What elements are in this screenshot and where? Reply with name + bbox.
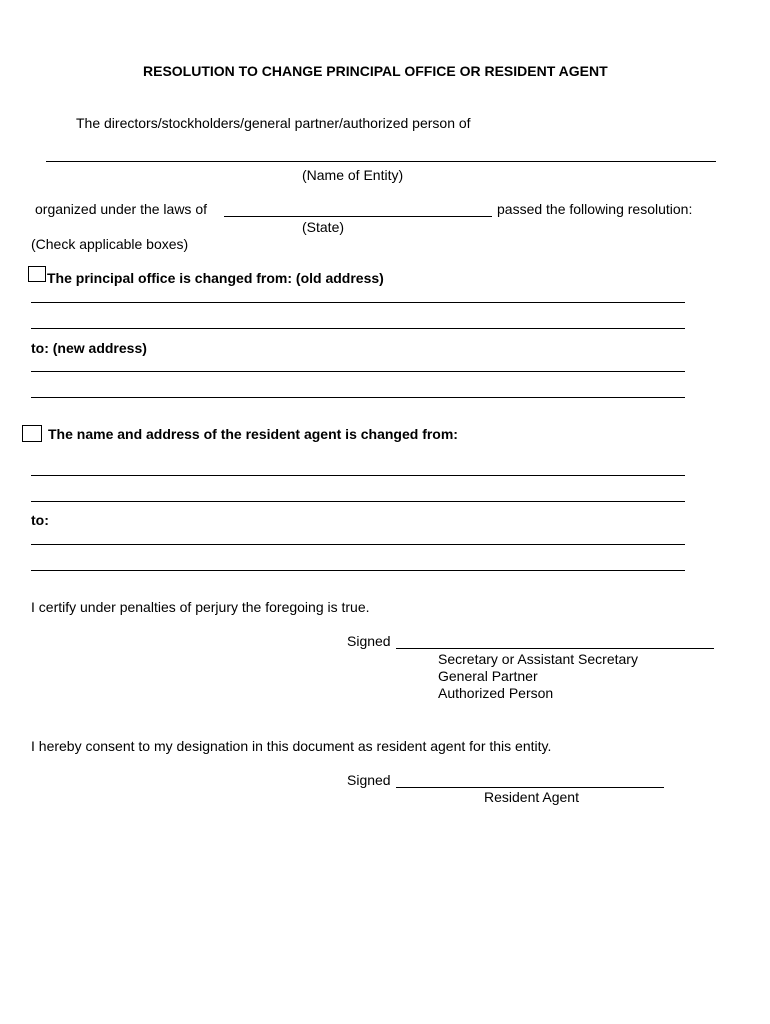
signature2-title: Resident Agent (484, 789, 579, 805)
new-address-line-1[interactable] (31, 371, 685, 372)
entity-name-caption: (Name of Entity) (302, 167, 404, 183)
old-agent-line-2[interactable] (31, 501, 685, 502)
signature1-line[interactable] (396, 648, 714, 649)
signature2-line[interactable] (396, 787, 664, 788)
signature2-label: Signed (347, 772, 391, 788)
signature1-title-authorized-person: Authorized Person (438, 685, 554, 701)
state-line[interactable] (224, 216, 492, 217)
principal-office-checkbox[interactable] (28, 266, 46, 282)
resident-agent-checkbox[interactable] (22, 425, 42, 442)
consent-text: I hereby consent to my designation in this document as resident agent for this entity. (31, 738, 552, 754)
check-instruction: (Check applicable boxes) (31, 236, 189, 252)
new-agent-line-2[interactable] (31, 570, 685, 571)
new-address-line-2[interactable] (31, 397, 685, 398)
old-address-line-1[interactable] (31, 302, 685, 303)
organized-suffix: passed the following resolution: (497, 201, 693, 217)
signature1-label: Signed (347, 633, 391, 649)
old-agent-line-1[interactable] (31, 475, 685, 476)
signature1-title-general-partner: General Partner (438, 668, 538, 684)
page-title: RESOLUTION TO CHANGE PRINCIPAL OFFICE OR RESIDENT AGENT (143, 63, 608, 79)
organized-prefix: organized under the laws of (35, 201, 207, 217)
new-agent-line-1[interactable] (31, 544, 685, 545)
new-agent-label: to: (31, 512, 49, 528)
principal-office-heading: The principal office is changed from: (old address) (47, 270, 384, 286)
certify-text: I certify under penalties of perjury the foregoing is true. (31, 599, 370, 615)
old-address-line-2[interactable] (31, 328, 685, 329)
new-address-label: to: (new address) (31, 340, 147, 356)
entity-name-line[interactable] (46, 161, 716, 162)
signature1-title-secretary: Secretary or Assistant Secretary (438, 651, 638, 667)
resident-agent-heading: The name and address of the resident agent is changed from: (48, 426, 458, 442)
state-caption: (State) (302, 219, 345, 235)
intro-text: The directors/stockholders/general partner/authorized person of (76, 115, 471, 131)
